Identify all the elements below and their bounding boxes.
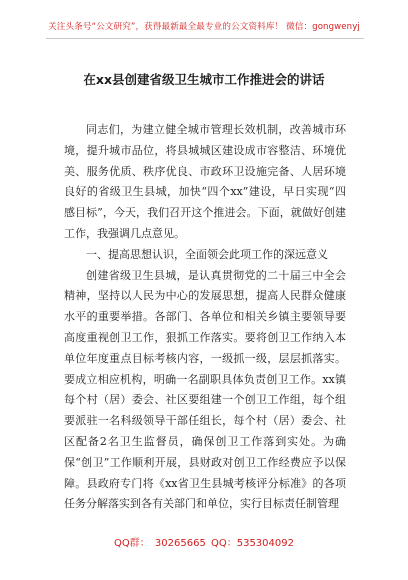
footer-contact: QQ群： 30265665 QQ：535304092 xyxy=(113,538,294,549)
section-heading: 一、提高思想认识，全面领会此项工作的深远意义 xyxy=(86,247,328,261)
header-promo-note: 关注头条号“公文研究”，获得最新最全最专业的公文资料库！ 微信：gongwenyj xyxy=(48,22,360,32)
document-title: 在xx县创建省级卫生城市工作推进会的讲话 xyxy=(83,72,325,87)
body-paragraph: 同志们，为建立健全城市管理长效机制，改善城市环境，提升城市品位，将县城城区建设成市容整洁、环境优美、服务优质、秩序优良、市政环卫设施完备、人居环境良好的省级卫生县城，加快“四个xx”建设，早日实现“四感目标”，今天，我们召开这个推进会。下面，就做好创建工作，我强调几点意见。 xyxy=(64,123,346,240)
header-divider xyxy=(46,38,364,39)
body-paragraph: 创建省级卫生县城，是认真贯彻党的二十届三中全会精神，坚持以人民为中心的发展思想，提高人民群众健康水平的重要举措。各部门、各单位和相关乡镇主要领导要高度重视创卫工作，狠抓工作落实。要将创卫工作纳入本单位年度重点目标考核内容，一级抓一级，层层抓落实。要成立相应机构，明确一名副职具体负责创卫工作。xx镇每个村（居）委会、社区要组建一个创卫工作组，每个组要派驻一名科级领导干部任组长，每个村（居）委会、社区配备2名卫生监督员，确保创卫工作落到实处。为确保“创卫”工作顺利开展，县财政对创卫工作经费应予以保障。县政府专门将《xx省卫生县城考核评分标准》的各项任务分解落实到各有关部门和单位，实行目标责任制管理 xyxy=(64,268,346,511)
document-body xyxy=(64,120,346,515)
